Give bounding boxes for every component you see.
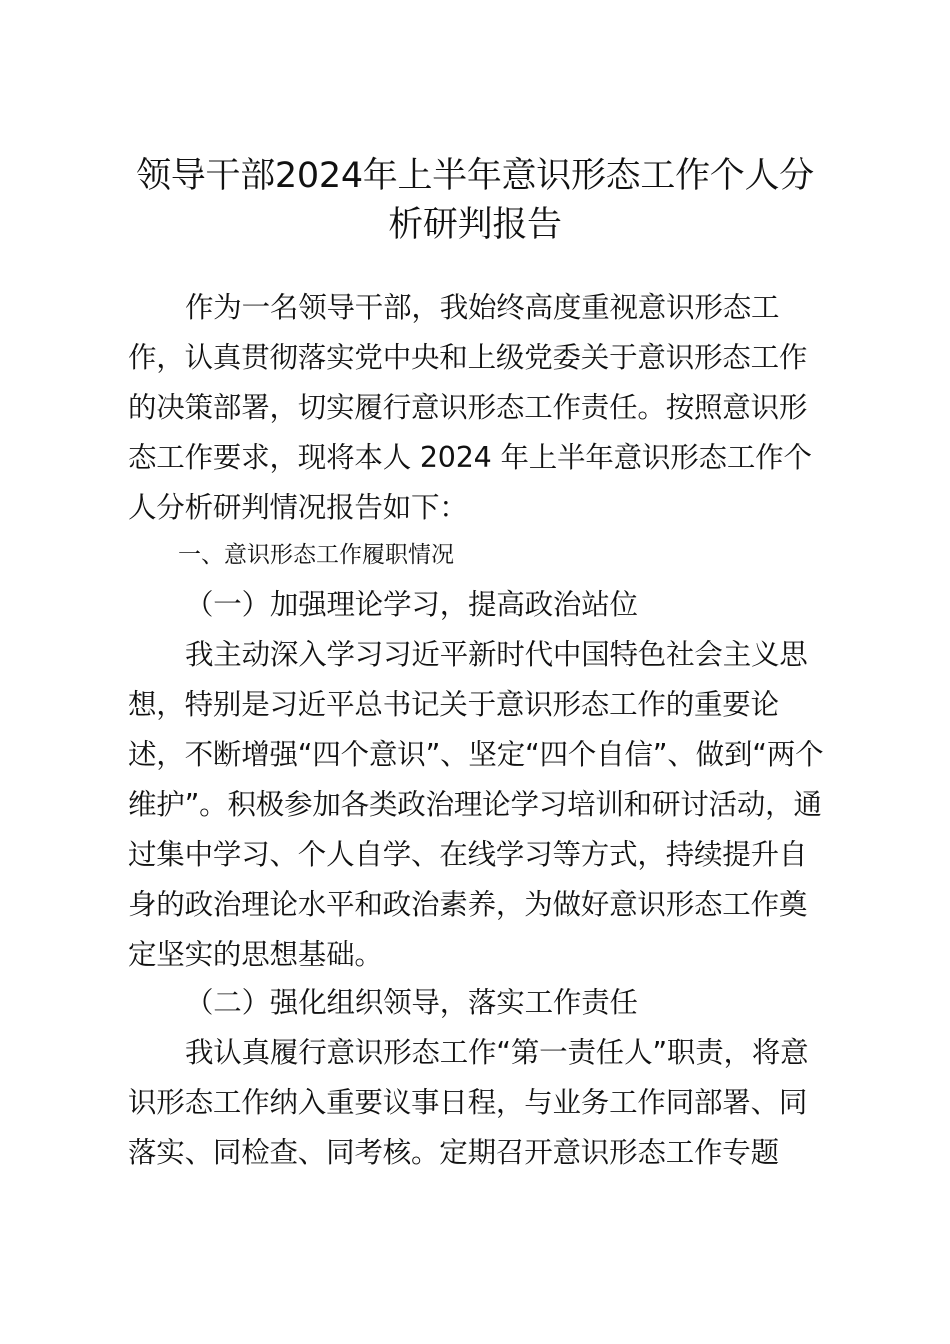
section-1-heading: 一、意识形态工作履职情况 <box>178 542 454 568</box>
subsection-2-paragraph: 我认真履行意识形态工作“第一责任人”职责，将意识形态工作纳入重要议事日程，与业务工作同部署、同落实、同检查、同考核。定期召开意识形态工作专题 <box>128 1036 809 1169</box>
intro-paragraph: 作为一名领导干部，我始终高度重视意识形态工作，认真贯彻落实党中央和上级党委关于意识形态工作的决策部署，切实履行意识形态工作责任。按照意识形态工作要求，现将本人 2024 年上半年意识形态工作个人分析研判情况报告如下： <box>128 291 812 524</box>
subsection-1-heading: （一）加强理论学习，提高政治站位 <box>185 588 638 621</box>
subsection-2-heading: （二）强化组织领导，落实工作责任 <box>185 986 638 1019</box>
document-title: 领导干部2024年上半年意识形态工作个人分析研判报告 <box>136 156 814 245</box>
subsection-1-paragraph: 我主动深入学习习近平新时代中国特色社会主义思想，特别是习近平总书记关于意识形态工作的重要论述，不断增强“四个意识”、坚定“四个自信”、做到“两个维护”。积极参加各类政治理论学习培训和研讨活动，通过集中学习、个人自学、在线学习等方式，持续提升自身的政治理论水平和政治素养，为做好意识形态工作奠定坚实的思想基础。 <box>128 638 824 971</box>
